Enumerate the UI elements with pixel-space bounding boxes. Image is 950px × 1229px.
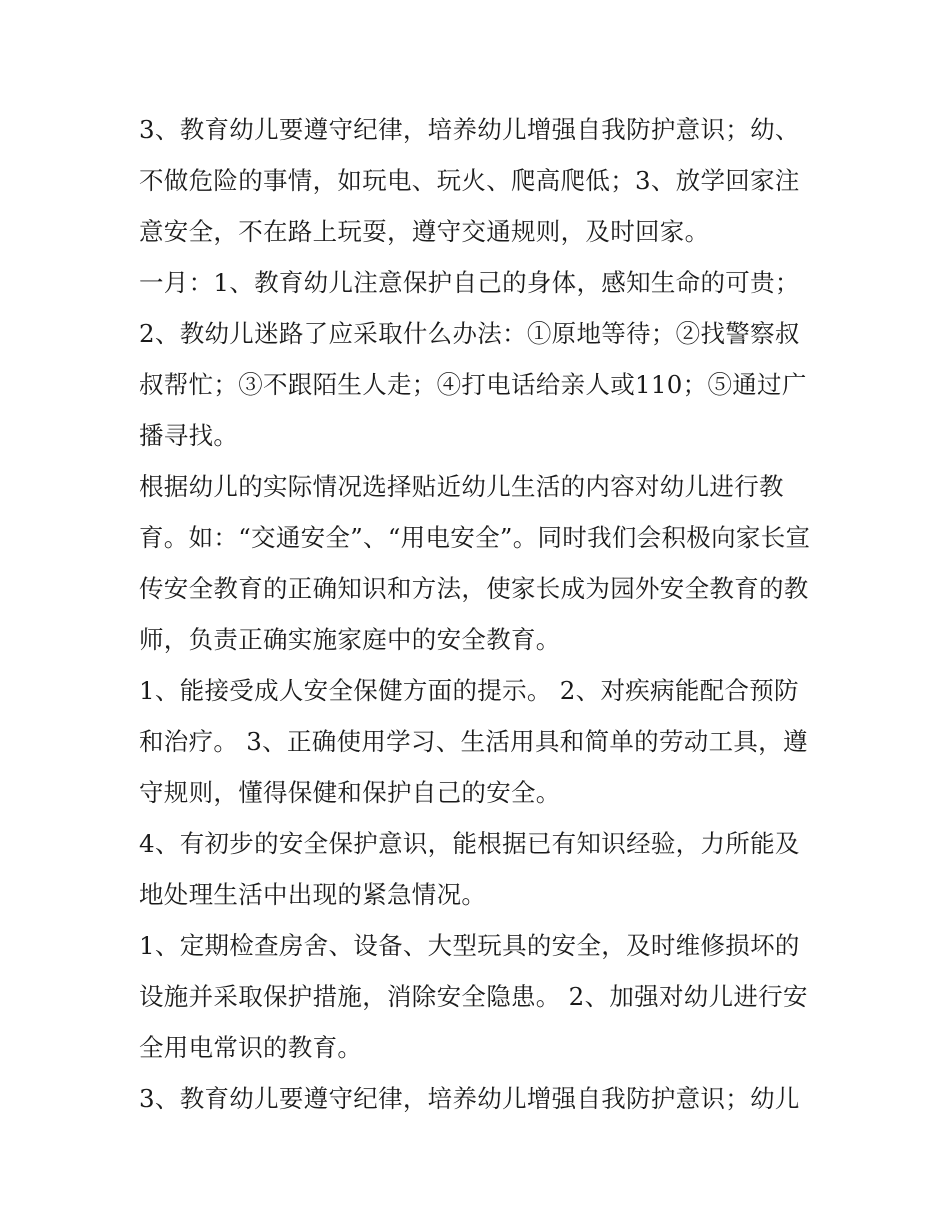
paragraph-discipline-repeat: 3、教育幼儿要遵守纪律，培养幼儿增强自我防护意识；幼儿 <box>139 1084 800 1113</box>
paragraph-facility-inspection: 1、定期检查房舍、设备、大型玩具的安全，及时维修损坏的设施并采取保护措施，消除安全隐患。 2、加强对幼儿进行安全用电常识的教育。 <box>139 931 808 1062</box>
paragraph-content-selection: 根据幼儿的实际情况选择贴近幼儿生活的内容对幼儿进行教育。如：“交通安全”、“用电安全”。同时我们会积极向家长宣传安全教育的正确知识和方法，使家长成为园外安全教育的教师，负责正确实施家庭中的安全教育。 <box>139 472 811 654</box>
paragraph-lost-child-methods: 2、教幼儿迷路了应采取什么办法：①原地等待；②找警察叔叔帮忙；③不跟陌生人走；④打电话给亲人或110；⑤通过广播寻找。 <box>139 319 807 450</box>
paragraph-health-goals: 1、能接受成人安全保健方面的提示。 2、对疾病能配合预防和治疗。 3、正确使用学习、生活用具和简单的劳动工具，遵守规则，懂得保健和保护自己的安全。 <box>139 676 808 807</box>
document-body <box>139 104 819 1124</box>
paragraph-emergency-awareness: 4、有初步的安全保护意识，能根据已有知识经验，力所能及地处理生活中出现的紧急情况。 <box>139 829 800 909</box>
paragraph-january-body-protection: 一月：1、教育幼儿注意保护自己的身体，感知生命的可贵； <box>139 268 800 297</box>
paragraph-discipline-safety: 3、教育幼儿要遵守纪律，培养幼儿增强自我防护意识；幼、不做危险的事情，如玩电、玩火、爬高爬低；3、放学回家注意安全，不在路上玩耍，遵守交通规则，及时回家。 <box>139 115 800 246</box>
